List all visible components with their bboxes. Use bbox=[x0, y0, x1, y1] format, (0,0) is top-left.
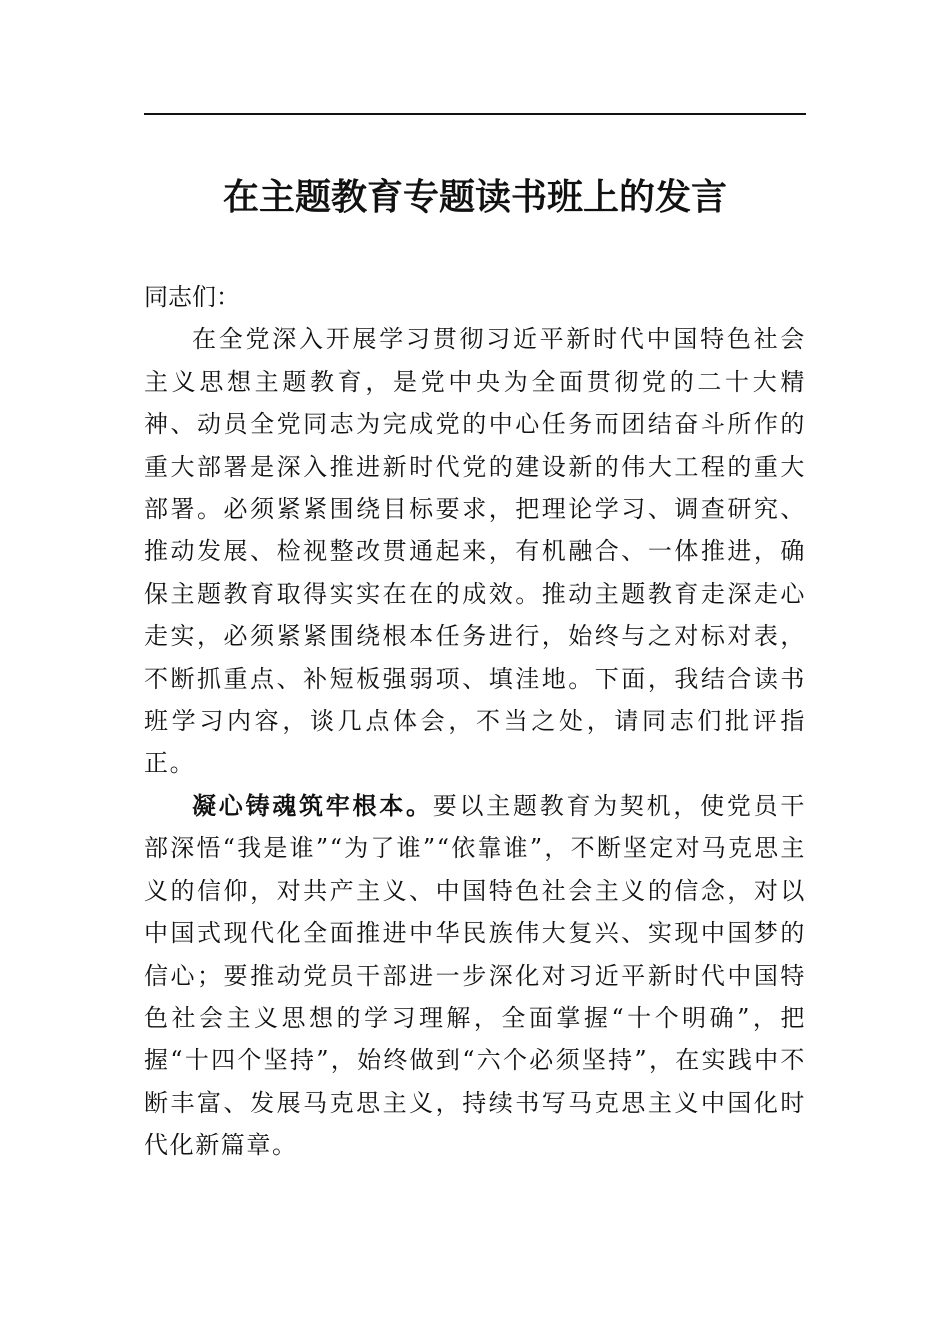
salutation: 同志们： bbox=[144, 283, 240, 311]
document-title: 在主题教育专题读书班上的发言 bbox=[222, 176, 727, 218]
paragraph-text: 在全党深入开展学习贯彻习近平新时代中国特色社会主义思想主题教育，是党中央为全面贯彻党的二十大精神、动员全党同志为完成党的中心任务而团结奋斗所作的重大部署是深入推进新时代党的建设新的伟大工程的重大部署。必须紧紧围绕目标要求，把理论学习、调查研究、推动发展、检视整改贯通起来，有机融合、一体推进，确保主题教育取得实实在在的成效。推动主题教育走深走心走实，必须紧紧围绕根本任务进行，始终与之对标对表，不断抓重点、补短板强弱项、填洼地。下面，我结合读书班学习内容，谈几点体会，不当之处，请同志们批评指正。 bbox=[144, 325, 806, 778]
paragraph-text: 要以主题教育为契机，使党员干部深悟“我是谁”“为了谁”“依靠谁”，不断坚定对马克思主义的信仰，对共产主义、中国特色社会主义的信念，对以中国式现代化全面推进中华民族伟大复兴、实现中国梦的信心；要推动党员干部进一步深化对习近平新时代中国特色社会主义思想的学习理解，全面掌握“十个明确”，把握“十四个坚持”，始终做到“六个必须坚持”，在实践中不断丰富、发展马克思主义，持续书写马克思主义中国化时代化新篇章。 bbox=[144, 791, 807, 1160]
header-rule bbox=[144, 113, 806, 115]
paragraph-lead: 凝心铸魂筑牢根本。 bbox=[192, 790, 433, 820]
paragraph-point-1 bbox=[144, 785, 806, 1167]
paragraph-intro bbox=[144, 318, 806, 784]
document-body bbox=[144, 276, 806, 1167]
